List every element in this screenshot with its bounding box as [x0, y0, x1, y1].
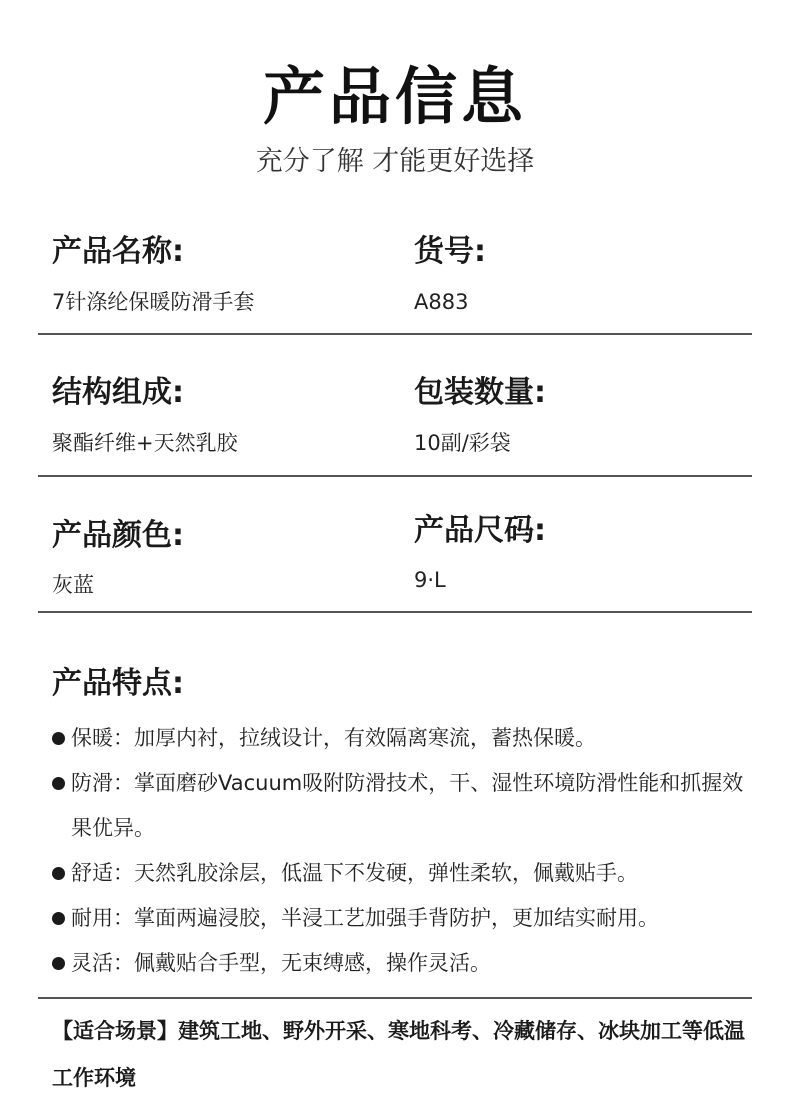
- size-label: 产品尺码:: [414, 513, 546, 548]
- feature-item: [52, 716, 752, 761]
- product-name-value: 7针涤纶保暖防滑手套: [52, 290, 255, 314]
- material-label: 结构组成:: [52, 375, 184, 410]
- feature-item: [52, 941, 752, 986]
- bullet-icon: [52, 732, 65, 745]
- divider: [38, 997, 752, 999]
- size-value: 9·L: [414, 568, 446, 592]
- bullet-icon: [52, 777, 65, 790]
- usage-scenario: 【适合场景】建筑工地、野外开采、寒地科考、冷藏储存、冰块加工等低温工作环境: [52, 1019, 745, 1090]
- material-value: 聚酯纤维+天然乳胶: [52, 431, 238, 455]
- color-value: 灰蓝: [52, 573, 94, 597]
- bullet-icon: [52, 867, 65, 880]
- pack-value: 10副/彩袋: [414, 431, 511, 455]
- feature-item: [52, 896, 752, 941]
- sku-label: 货号:: [414, 234, 486, 269]
- bullet-icon: [52, 957, 65, 970]
- product-name-label: 产品名称:: [52, 234, 184, 269]
- feature-item: [52, 851, 752, 896]
- page-subtitle: 充分了解 才能更好选择: [255, 146, 535, 177]
- feature-text: 舒适：天然乳胶涂层，低温下不发硬，弹性柔软，佩戴贴手。: [71, 861, 638, 885]
- pack-label: 包装数量:: [414, 375, 546, 410]
- divider: [38, 333, 752, 335]
- color-label: 产品颜色:: [52, 518, 184, 553]
- features-title: 产品特点:: [52, 666, 184, 701]
- sku-value: A883: [414, 290, 469, 314]
- page-title: 产品信息: [262, 60, 527, 133]
- divider: [38, 611, 752, 613]
- feature-text: 防滑：掌面磨砂Vacuum吸附防滑技术，干、湿性环境防滑性能和抓握效果优异。: [71, 771, 744, 840]
- feature-text: 耐用：掌面两遍浸胶，半浸工艺加强手背防护，更加结实耐用。: [71, 906, 659, 930]
- feature-text: 保暖：加厚内衬，拉绒设计，有效隔离寒流，蓄热保暖。: [71, 726, 596, 750]
- bullet-icon: [52, 912, 65, 925]
- feature-text: 灵活：佩戴贴合手型，无束缚感，操作灵活。: [71, 951, 491, 975]
- feature-item: [52, 761, 752, 851]
- divider: [38, 475, 752, 477]
- features-list: [52, 716, 752, 986]
